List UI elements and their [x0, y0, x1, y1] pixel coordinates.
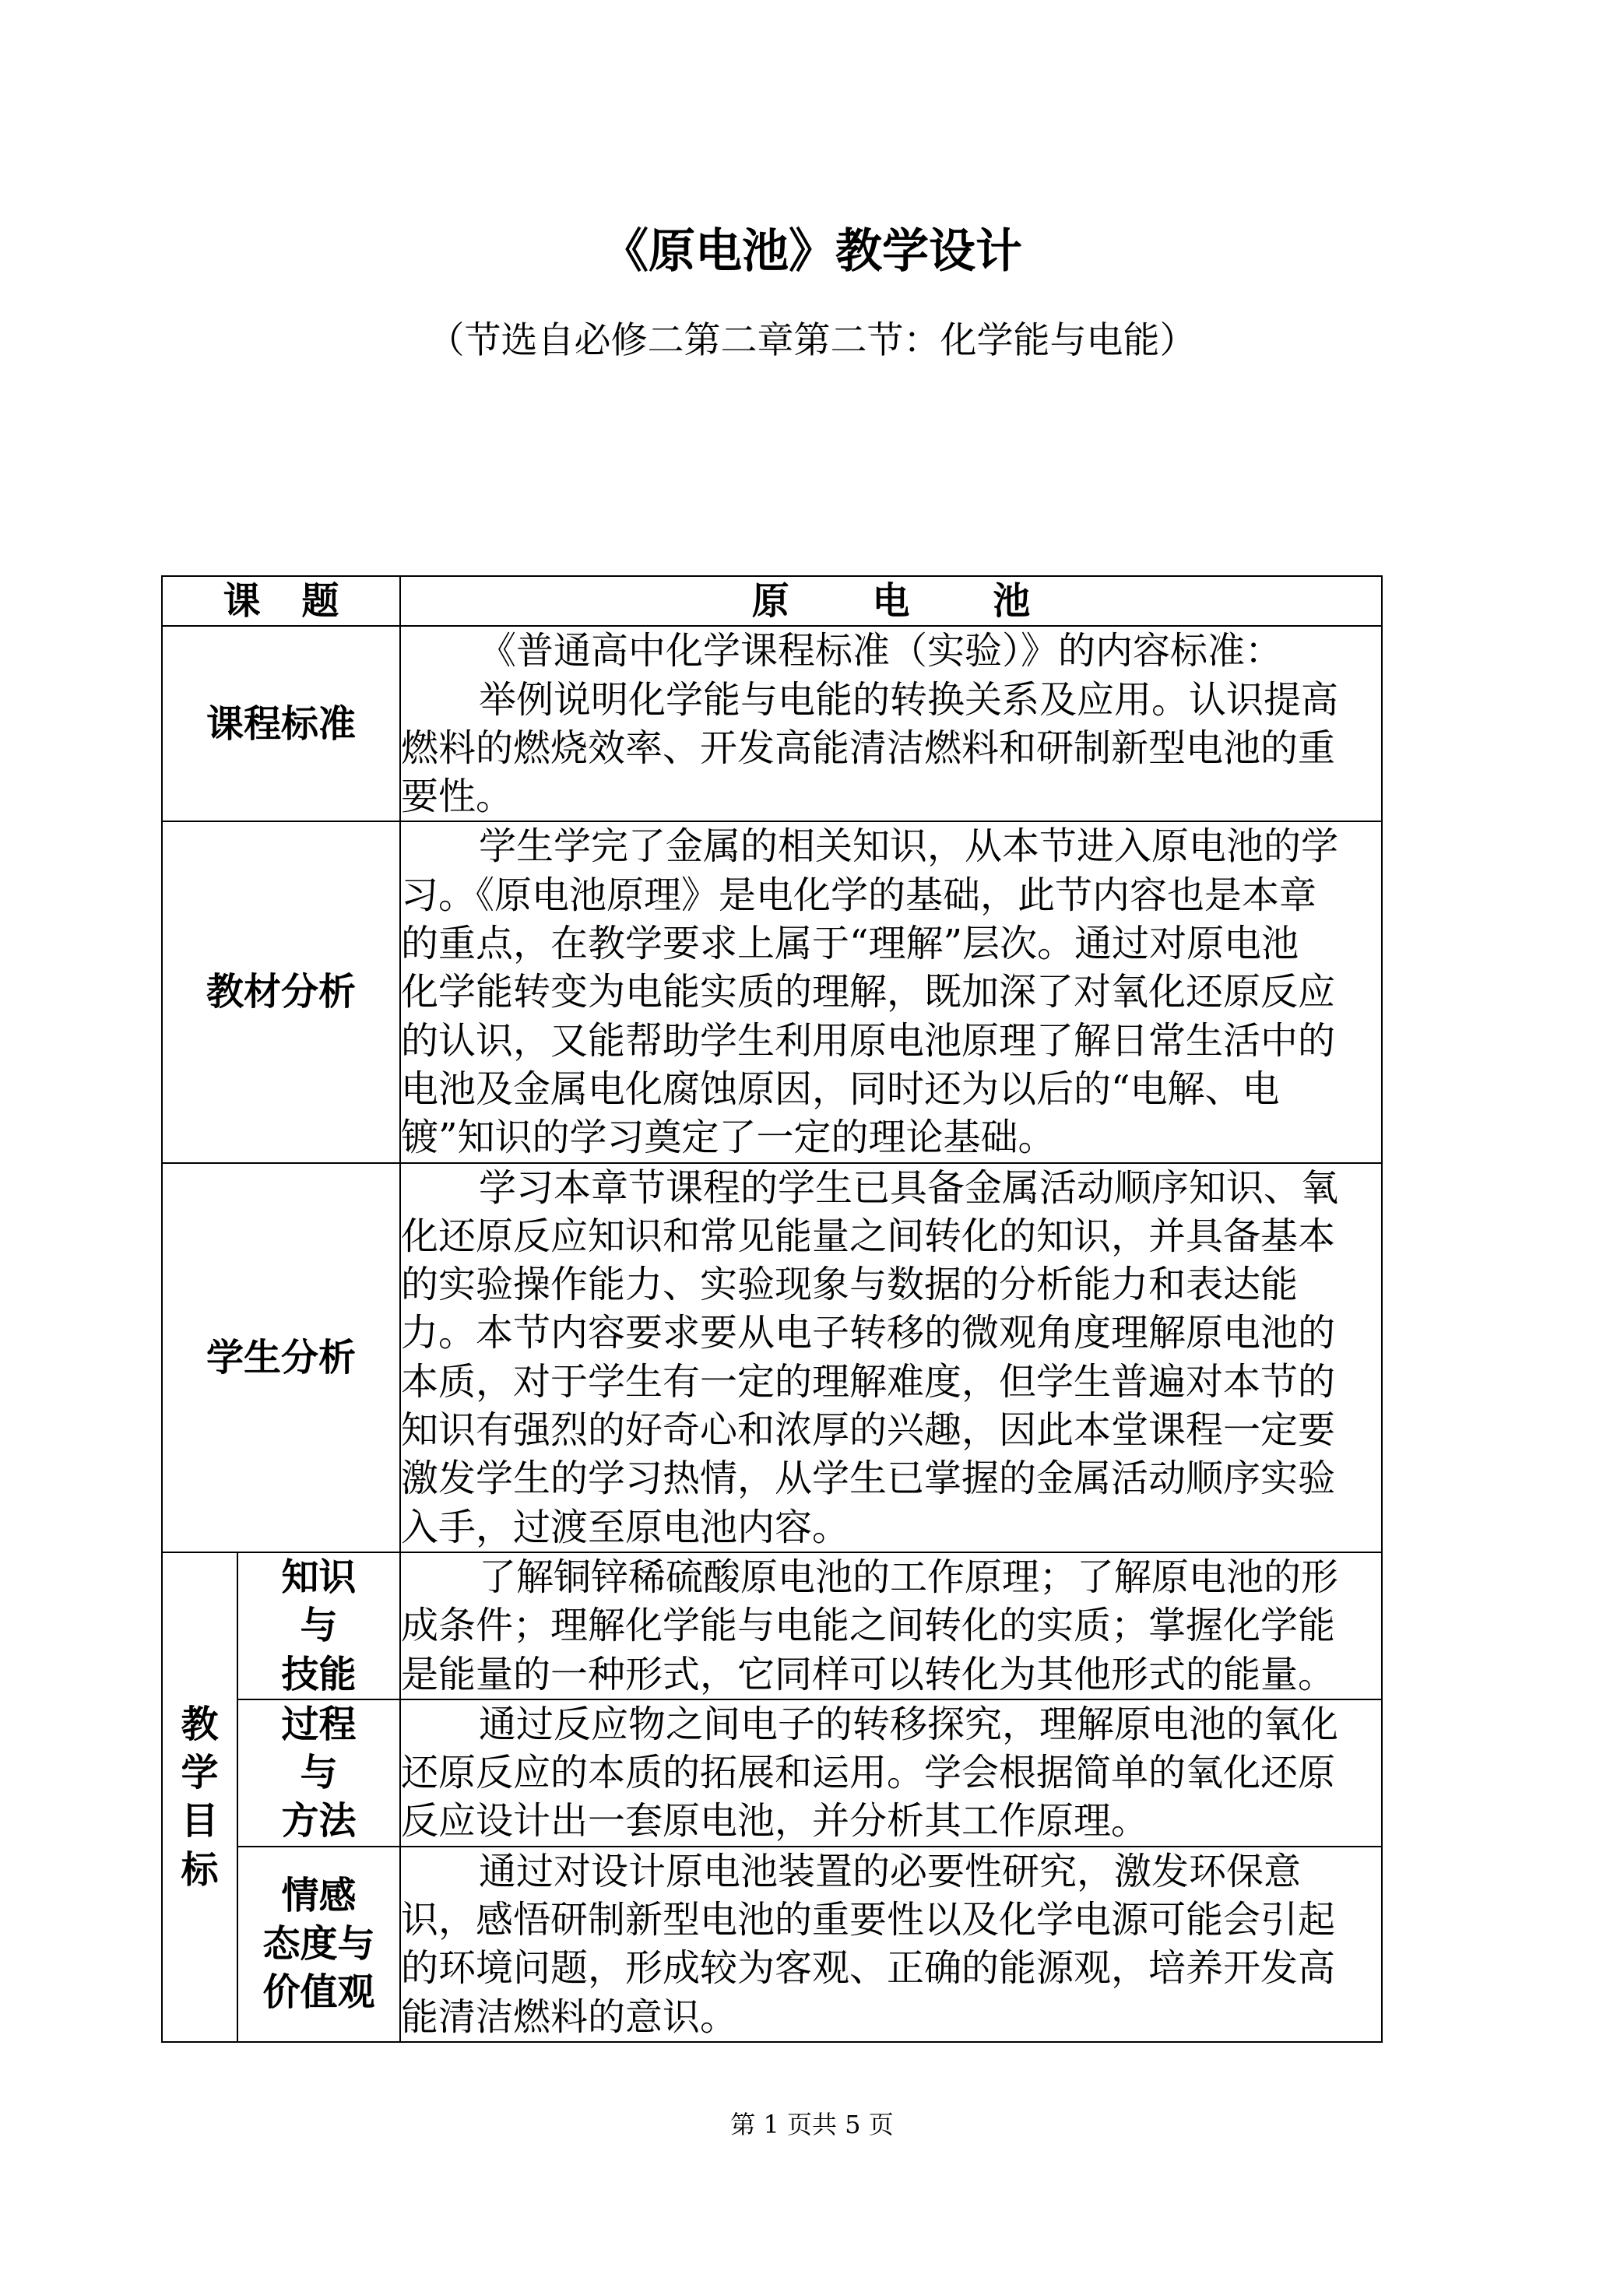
text-line: 还原反应的本质的拓展和运用。学会根据简单的氧化还原	[401, 1751, 1336, 1795]
text-line: 的环境问题，形成较为客观、正确的能源观，培养开发高	[401, 1946, 1336, 1991]
text-line: 是能量的一种形式，它同样可以转化为其他形式的能量。	[401, 1652, 1336, 1696]
table-row-topic	[162, 576, 1382, 626]
text-line: 识，感悟研制新型电池的重要性以及化学电源可能会引起	[401, 1898, 1336, 1942]
text-line: 镀”知识的学习奠定了一定的理论基础。	[401, 1116, 1056, 1160]
topic-value: 原 电 池	[400, 576, 1382, 626]
text-line: 举例说明化学能与电能的转换关系及应用。认识提高	[479, 677, 1339, 722]
objective-process-content	[400, 1699, 1382, 1847]
table-row-objective-process	[162, 1699, 1382, 1847]
text-line: 入手，过渡至原电池内容。	[401, 1505, 850, 1549]
text-line: 能清洁燃料的意识。	[401, 1995, 738, 2039]
document-title: 《原电池》教学设计	[602, 224, 1022, 279]
table-row-objective-knowledge	[162, 1552, 1382, 1699]
text-line: 习。《原电池原理》是电化学的基础，此节内容也是本章	[401, 873, 1317, 917]
text-line: 化还原反应知识和常见能量之间转化的知识，并具备基本	[401, 1214, 1336, 1258]
text-line: 成条件；理解化学能与电能之间转化的实质；掌握化学能	[401, 1604, 1336, 1648]
sub-label-line: 技能	[281, 1652, 357, 1696]
student-analysis-content	[400, 1163, 1382, 1552]
text-line: 激发学生的学习热情，从学生已掌握的金属活动顺序实验	[401, 1457, 1336, 1501]
sub-label-line: 过程	[281, 1702, 357, 1746]
text-line: 的实验操作能力、实验现象与数据的分析能力和表达能	[401, 1263, 1299, 1307]
text-line: 的重点，在教学要求上属于“理解”层次。通过对原电池	[401, 922, 1299, 966]
document-subtitle: （节选自必修二第二章第二节：化学能与电能）	[427, 319, 1197, 362]
course-standard-label: 课程标准	[162, 626, 400, 821]
textbook-analysis-content	[400, 821, 1382, 1162]
objective-values-content	[400, 1847, 1382, 2042]
text-line: 本质，对于学生有一定的理解难度，但学生普遍对本节的	[401, 1359, 1336, 1404]
sub-label-line: 与	[300, 1751, 338, 1795]
student-analysis-label: 学生分析	[162, 1163, 400, 1552]
text-line: 学习本章节课程的学生已具备金属活动顺序知识、氧	[479, 1165, 1339, 1210]
objective-process-label	[237, 1699, 400, 1847]
text-line: 学生学完了金属的相关知识，从本节进入原电池的学	[479, 824, 1339, 869]
sub-label-line: 价值观	[262, 1970, 375, 2015]
text-line: 通过对设计原电池装置的必要性研究，激发环保意	[479, 1849, 1302, 1893]
text-line: 电池及金属电化腐蚀原因，同时还为以后的“电解、电	[401, 1067, 1280, 1111]
text-line: 反应设计出一套原电池，并分析其工作原理。	[401, 1799, 1149, 1843]
text-line: 《普通高中化学课程标准（实验）》的内容标准：	[479, 629, 1283, 673]
text-line: 知识有强烈的好奇心和浓厚的兴趣，因此本堂课程一定要	[401, 1408, 1336, 1453]
teaching-objectives-label-text: 教学目标	[181, 1702, 219, 1892]
objective-values-label	[237, 1847, 400, 2042]
objective-knowledge-label	[237, 1552, 400, 1699]
text-line: 要性。	[401, 775, 514, 819]
text-line: 的认识，又能帮助学生利用原电池原理了解日常生活中的	[401, 1018, 1336, 1063]
topic-label: 课 题	[162, 576, 400, 626]
page-number-footer: 第 1 页共 5 页	[730, 2110, 894, 2139]
text-line: 通过反应物之间电子的转移探究，理解原电池的氧化	[479, 1702, 1339, 1746]
table-row-textbook-analysis	[162, 821, 1382, 1162]
lesson-plan-table	[161, 575, 1383, 2043]
text-line: 力。本节内容要求要从电子转移的微观角度理解原电池的	[401, 1311, 1336, 1355]
objective-knowledge-content	[400, 1552, 1382, 1699]
text-line: 了解铜锌稀硫酸原电池的工作原理；了解原电池的形	[479, 1555, 1339, 1599]
teaching-objectives-label	[162, 1552, 237, 2042]
table-row-objective-values	[162, 1847, 1382, 2042]
sub-label-line: 情感	[281, 1873, 357, 1917]
text-line: 燃料的燃烧效率、开发高能清洁燃料和研制新型电池的重	[401, 726, 1336, 770]
table-row-course-standard	[162, 626, 1382, 821]
text-line: 化学能转变为电能实质的理解，既加深了对氧化还原反应	[401, 970, 1336, 1014]
sub-label-line: 知识	[281, 1555, 357, 1599]
textbook-analysis-label: 教材分析	[162, 821, 400, 1162]
course-standard-content	[400, 626, 1382, 821]
sub-label-line: 方法	[281, 1799, 357, 1843]
sub-label-line: 态度与	[262, 1922, 375, 1966]
table-row-student-analysis	[162, 1163, 1382, 1552]
sub-label-line: 与	[300, 1604, 338, 1648]
